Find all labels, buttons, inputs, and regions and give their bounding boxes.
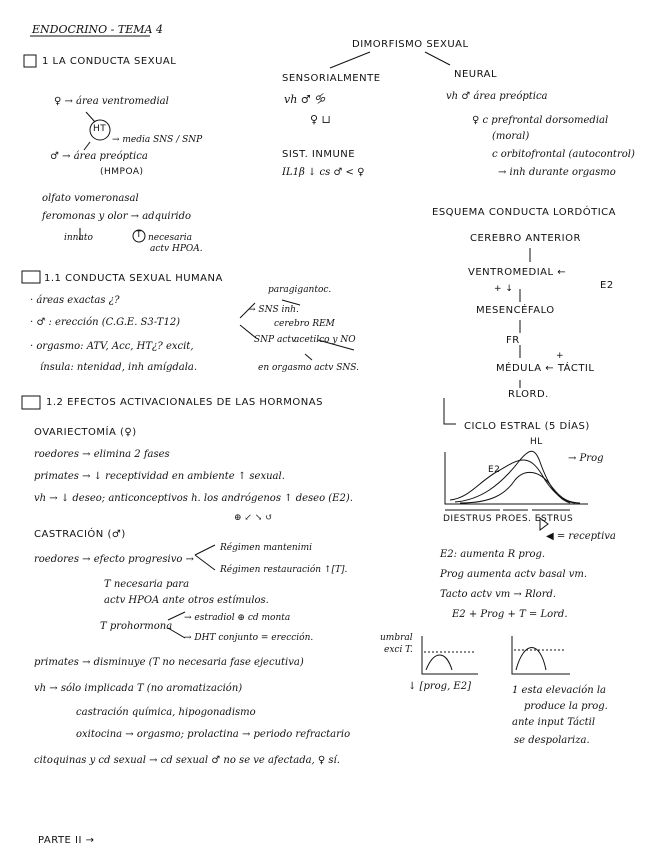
fr: FR xyxy=(506,335,520,346)
sist-inmune: SIST. INMUNE xyxy=(282,149,356,160)
prog-e2-drop: ↓ [prog, E2] xyxy=(408,681,471,692)
hl-label: HL xyxy=(530,437,543,447)
sec12-title: 1.2 EFECTOS ACTIVACIONALES DE LAS HORMONAS xyxy=(46,397,323,408)
elevacion-4: se despolariza. xyxy=(514,735,590,746)
ciclo-bracket xyxy=(444,398,456,424)
bullet-orgasmo: · orgasmo: ATV, Acc, HT¿? excit, xyxy=(30,341,194,352)
bullet-areas: · áreas exactas ¿? xyxy=(30,295,120,306)
mini-axes-1 xyxy=(422,636,478,674)
vh-sensorial: vh ♂ 🝰 xyxy=(284,93,325,106)
neural-1: ♀ c prefrontal dorsomedial xyxy=(472,115,609,126)
olfato: olfato vomeronasal xyxy=(42,193,139,204)
ht-arrow-top xyxy=(86,112,95,122)
resumen-3: Tacto actv vm → Rlord. xyxy=(440,589,557,600)
plus-2: + xyxy=(556,351,565,361)
prog-label: → Prog xyxy=(568,453,604,464)
primates-1: primates → ↓ receptividad en ambiente ↑ sexual. xyxy=(34,471,285,482)
e2-curve xyxy=(450,460,575,503)
castr: CASTRACIÓN (♂) xyxy=(34,529,126,540)
fem-sensorial: ♀ ⊔ xyxy=(310,113,331,126)
ciclo-title: CICLO ESTRAL (5 DÍAS) xyxy=(464,421,590,432)
innato: innato xyxy=(64,233,93,243)
elevacion-2: produce la prog. xyxy=(524,701,608,712)
page-header: ENDOCRINO - TEMA 4 xyxy=(32,23,163,36)
ht-label: HT xyxy=(93,124,107,134)
castr-quimica: castración química, hipogonadismo xyxy=(76,707,256,718)
regimen-1: Régimen mantenimi xyxy=(220,543,312,553)
sec1-title: 1 LA CONDUCTA SEXUAL xyxy=(42,56,177,67)
sensorial: SENSORIALMENTE xyxy=(282,73,381,84)
ht-arrow-bottom xyxy=(84,142,90,150)
dimorfismo-title: DIMORFISMO SEXUAL xyxy=(352,39,469,50)
necesaria: necesaria xyxy=(148,233,193,243)
acetilco: acetilco y NO xyxy=(294,335,356,345)
sns-inh: → SNS inh. xyxy=(248,305,299,315)
dht: → DHT conjunto = erección. xyxy=(184,633,314,643)
oxitocina: oxitocina → orgasmo; prolactina → periodo refractario xyxy=(76,729,351,740)
t-nec-1: T necesaria para xyxy=(104,579,190,590)
receptiva: ◀ = receptiva xyxy=(546,531,616,542)
phases: DIESTRUS PROES. ESTRUS xyxy=(443,514,574,524)
ovariect: OVARIECTOMÍA (♀) xyxy=(34,427,137,438)
citoquinas: citoquinas y cd sexual → cd sexual ♂ no se ve afectada, ♀ sí. xyxy=(34,755,340,766)
hmpoa: (HMPOA) xyxy=(100,167,144,177)
vh-1: vh → ↓ deseo; anticonceptivos h. los andrógenos ↑ deseo (E2). xyxy=(34,493,353,504)
parte-2: PARTE II → xyxy=(38,835,95,846)
neural: NEURAL xyxy=(454,69,498,80)
sec1-box xyxy=(24,55,36,67)
ventromedial: VENTROMEDIAL ← xyxy=(468,267,567,278)
sec11-box xyxy=(22,271,40,283)
sec12-box xyxy=(22,396,40,409)
small-symbols: ⊕ ↙ ↘ ↺ xyxy=(234,513,273,523)
t-prohormona: T prohormona xyxy=(100,621,173,632)
feromonas: feromonas y olor → adquirido xyxy=(42,211,192,222)
bullet-ereccion: · ♂ : erección (C.G.E. S3-T12) xyxy=(30,317,181,328)
dimorf-arrow-left xyxy=(330,52,370,68)
il1b: IL1β ↓ cs ♂ < ♀ xyxy=(282,167,365,178)
t-nec-2: actv HPOA ante otros estímulos. xyxy=(104,595,269,606)
insula: ínsula: ntenidad, inh amígdala. xyxy=(40,362,198,373)
roedores-1: roedores → elimina 2 fases xyxy=(34,449,170,460)
cerebro-rem: cerebro REM xyxy=(274,319,335,329)
vh-neural: vh ♂ área preóptica xyxy=(446,91,548,102)
regimen-2: Régimen restauración ↑[T]. xyxy=(220,565,348,575)
roedores2-branch xyxy=(195,545,215,570)
neural-2: c orbitofrontal (autocontrol) xyxy=(492,149,635,160)
primates-2: primates → disminuye (T no necesaria fase ejecutiva) xyxy=(34,657,304,668)
medula: MÉDULA ← TÁCTIL xyxy=(496,363,595,374)
neural-3: → inh durante orgasmo xyxy=(498,167,616,178)
mini-curve-1 xyxy=(426,655,452,670)
dimorf-arrow-right xyxy=(425,52,450,65)
mini-curve-2 xyxy=(516,648,546,671)
neural-1b: (moral) xyxy=(492,131,530,142)
plus-1: + ↓ xyxy=(494,284,514,294)
male-area: ♂ → área preóptica xyxy=(50,151,148,162)
media-sns: → media SNS / SNP xyxy=(112,135,203,145)
resumen-4: E2 + Prog + T = Lord. xyxy=(452,609,568,620)
elevacion-1: 1 esta elevación la xyxy=(512,685,606,696)
orgasmo-arrow xyxy=(305,354,312,360)
e2-curve-label: E2 xyxy=(488,465,501,475)
en-orgasmo: en orgasmo actv SNS. xyxy=(258,363,359,373)
umbral: umbral xyxy=(380,633,413,643)
elevacion-3: ante input Táctil xyxy=(512,717,596,728)
t-circle-label: T xyxy=(136,230,142,240)
rlord: RLORD. xyxy=(508,389,549,400)
esquema-title: ESQUEMA CONDUCTA LORDÓTICA xyxy=(432,207,616,218)
resumen-2: Prog aumenta actv basal vm. xyxy=(440,569,588,580)
roedores-2: roedores → efecto progresivo → xyxy=(34,554,194,565)
estradiol: → estradiol ⊕ cd monta xyxy=(184,613,291,623)
sec11-title: 1.1 CONDUCTA SEXUAL HUMANA xyxy=(44,273,223,284)
vh-2: vh → sólo implicada T (no aromatización) xyxy=(34,683,243,694)
exci-t: exci T. xyxy=(384,645,413,655)
paragig: paragigantoc. xyxy=(268,285,332,295)
fem-area: ♀ → área ventromedial xyxy=(54,96,169,107)
e2-label: E2 xyxy=(600,280,614,291)
hl-curve xyxy=(455,451,570,503)
actv-hpoa: actv HPOA. xyxy=(150,244,203,254)
snp-actv: SNP actv xyxy=(254,335,297,345)
mesencefalo: MESENCÉFALO xyxy=(476,305,555,316)
resumen-1: E2: aumenta R prog. xyxy=(440,549,546,560)
cerebro-anterior: CEREBRO ANTERIOR xyxy=(470,233,581,244)
